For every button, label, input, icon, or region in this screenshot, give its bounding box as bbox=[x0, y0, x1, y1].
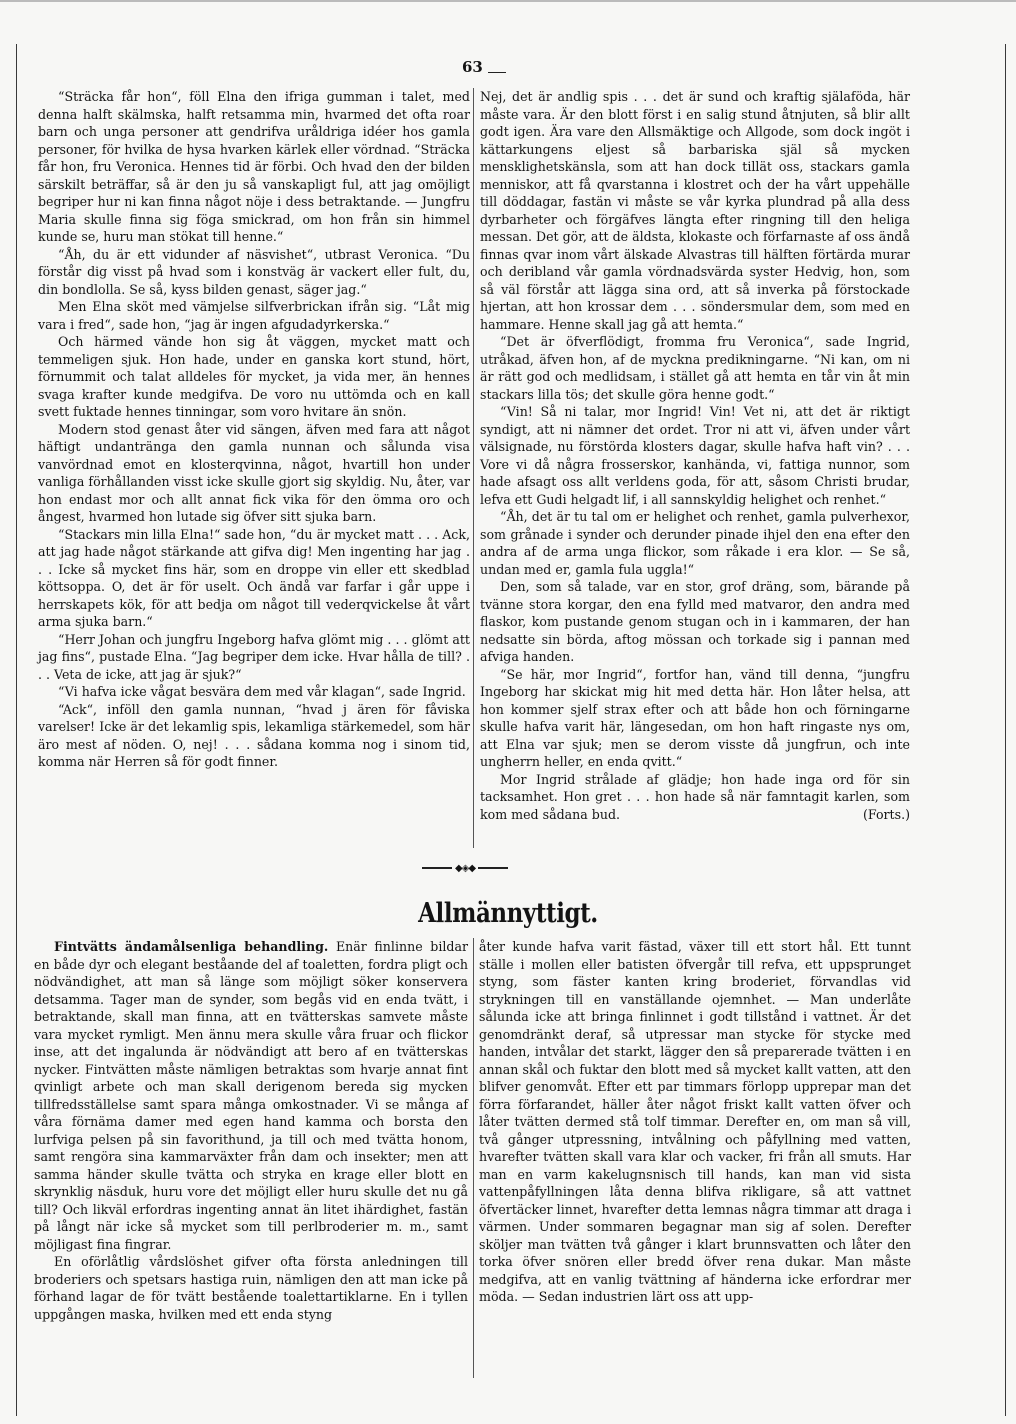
story-paragraph: “Vi hafva icke vågat besvära dem med vår klagan“, sade Ingrid. bbox=[58, 684, 466, 699]
story-paragraph: “Åh, det är tu tal om er helighet och renhet, gamla pulverhexor, som grånade i synder och derunder pinade ihjel den ena efter den andra af de arma unga flickor, som råkade i era klor. — Se så, undan med er, gamla fula uggla!“ bbox=[480, 509, 910, 577]
misc-paragraph bbox=[34, 938, 468, 1253]
story-left-column bbox=[38, 88, 470, 771]
story-paragraph: “Det är öfverflödigt, fromma fru Veronica“, sade Ingrid, utråkad, äfven hon, af de myckna predikningarne. “Ni kan, om ni är rätt god och medlidsam, i stället gå att hemta en tår vin åt min stackars lilla tös; det skulle göra henne godt.“ bbox=[480, 334, 910, 402]
page-number-dash bbox=[488, 72, 506, 73]
story-paragraph: Den, som så talade, var en stor, grof dräng, som, bärande på tvänne stora korgar, den ena fylld med matvaror, den andra med flaskor, kom pustande genom stugan och in i kammaren, der han nedsatte sin börda, aftog mössan och torkade sig i pannan med afviga handen. bbox=[480, 579, 910, 664]
misc-paragraph: åter kunde hafva varit fästad, växer till ett stort hål. Ett tunnt ställe i mollen eller batisten öfvergår till refva, ett uppsprunget styng, som fäster kanten kring broderiet, förvandlas vid strykningen till en vanställande ojemnhet. — Man underlåte sålunda icke att bringa finlinnet i godt tillstånd i vattnet. Är det genomdränkt deraf, så utpressar man stycke för stycke med handen, intvålar det starkt, lägger den så preparerade tvätten i en annan skål och fuktar den blott med så mycket kallt vatten, att den blifver genomvåt. Efter ett par timmars förlopp upprepar man det förra förfarandet, häller åter något friskt kallt vatten öfver och låter tvätten dermed stå tolf timmar. Derefter en, om man så vill, två gånger utpressning, intvålning och påfyllning med vatten, hvarefter tvätten skall vara klar och vacker, fri från all smuts. Har man en varm kakelugnsnisch till hands, kan man vid sista vattenpåfyllningen låta denna blifva rikligare, så att vattnet öfvertäcker linnet, hvarefter detta lemnas några timmar att draga i värmen. Under sommaren begagnar man sig af solen. Derefter sköljer man tvätten två gånger i klart brunnsvatten och låter den torka öfver snören eller bredd öfver rena dukar. Man måste medgifva, att en vanlig tvättning af händerna icke erfordrar mer möda. — Sedan industrien lärt oss att upp- bbox=[479, 939, 911, 1304]
story-right-column bbox=[480, 88, 910, 823]
story-column-rule bbox=[473, 88, 474, 848]
story-paragraph: Modern stod genast åter vid sängen, äfven med fara att något häftigt undantränga den gamla nunnan och sålunda visa vanvördnad emot en klosterqvinna, något, hvartill hon under vanliga förhållanden visst icke skulle gjort sig skyldig. Nu, åter, var hon endast mor och allt annat fick vika för den ömma oro och ångest, hvarmed hon lutade sig öfver sitt sjuka barn. bbox=[38, 421, 470, 524]
section-divider-ornament bbox=[420, 862, 510, 874]
article-text: Enär finlinne bildar en både dyr och elegant beståande del af toaletten, fordra pligt och nödvändighet, att man så länge som möjligt söker konservera detsamma. Tager man de synder, som begås vid en enda tvätt, i betraktande, skall man finna, att en tvätterskas samvete måste vara mycket rymligt. Men ännu mera skulle våra fruar och flickor inse, att det ingalunda är nödvändigt att bero af en tvätterskas nycker. Fintvätten måste nämligen betraktas som hvarje annat fint qvinligt arbete och man skall derigenom bereda sig mycken tillfredsställelse samt spara många omkostnader. Vi se många af våra förnäma damer med egen hand kamma och borsta den lurfviga pelsen på sin favorithund, ja till och med tvätta honom, samt rengöra sina kammarväxter från dam och insekter; men att samma händer skulle tvätta och stryka en krage eller blott en skrynklig näsduk, huru vore det möjligt eller huru skulle det nu gå till? Och likväl erfordras ingenting annat än litet ihärdighet, fastän på långt när icke så mycket som till perlbroderier m. m., samt möjligast fina fingrar. bbox=[34, 939, 468, 1252]
story-paragraph: Och härmed vände hon sig åt väggen, mycket matt och temmeligen sjuk. Hon hade, under en ganska kort stund, hört, förnummit och talat alldeles för mycket, ja vida mer, än hennes svaga krafter kunde medgifva. De voro nu uttömda och en kall svett fuktade hennes tinningar, som voro hvitare än snön. bbox=[38, 334, 470, 419]
misc-column-rule bbox=[473, 938, 474, 1378]
section-title: Allmännyttigt. bbox=[418, 898, 598, 929]
ornament-line-right bbox=[478, 867, 508, 869]
misc-right-column bbox=[479, 938, 911, 1306]
ornament-line-left bbox=[422, 867, 452, 869]
continued-note: (Forts.) bbox=[862, 806, 910, 822]
story-paragraph: Nej, det är andlig spis . . . det är sund och kraftig själaföda, här måste vara. Är den blott först i en salig stund åtnjuten, så blir allt godt igen. Ära vare den Allsmäktige och Allgode, som dock ingöt i kättarkungens eljest så barbariska själ så mycken mensklighetskänsla, som att han dock tillät oss, stackars gamla menniskor, att få qvarstanna i klostret och der ha vårt uppehälle till döddagar, fastän vi måste se vår kyrka plundrad på alla dess dyrbarheter och förgäfves längta efter ringning till den heliga messan. Det gör, att de äldsta, klokaste och förfarnaste af oss ändå finnas qvar inom vårt älskade Alvastras till hälften förtärda murar och deribland vår gamla vördnadsvärda syster Hedvig, hon, som så väl förstår att lägga sina ord, att så inverka på förstockade hjertan, att hon krossar dem . . . söndersmular dem, som med en hammare. Henne skall jag gå att hemta.“ bbox=[480, 89, 910, 332]
ornament-mark: ◆◈◆ bbox=[454, 862, 476, 874]
story-paragraph: “Herr Johan och jungfru Ingeborg hafva glömt mig . . . glömt att jag fins“, pustade Elna. “Jag begriper dem icke. Hvar hålla de till? . . . Veta de icke, att jag är sjuk?“ bbox=[38, 631, 470, 682]
story-paragraph: “Stackars min lilla Elna!“ sade hon, “du är mycket matt . . . Ack, att jag hade något stärkande att gifva dig! Men ingenting har jag . . . Icke så mycket fins här, som en droppe vin eller ett skedblad köttsoppa. O, det är för uselt. Och ändå var farfar i går uppe i herrskapets kök, för att bedja om något till vederqvickelse åt vårt arma sjuka barn.“ bbox=[38, 526, 470, 629]
article-lead: Fintvätts ändamålsenliga behandling. bbox=[54, 939, 329, 954]
story-paragraph: “Vin! Så ni talar, mor Ingrid! Vin! Vet ni, att det är riktigt syndigt, att ni nämner det ordet. Tror ni att vi, äfven under vårt välsignade, nu förstörda klosters dagar, skulle hafva haft vin? . . . Vore vi då några frosserskor, kanhända, vi, fattiga nunnor, som hade afsagt oss allt verldens goda, för att, såsom Christi brudar, lefva ett Gudi helgadt lif, i all sannskyldig helighet och renhet.“ bbox=[480, 404, 910, 507]
page-header bbox=[0, 58, 1016, 84]
page-top-edge bbox=[0, 0, 1016, 2]
story-last-paragraph: Mor Ingrid strålade af glädje; hon hade inga ord för sin tacksamhet. Hon gret . . . hon hade så när famntagit karlen, som kom med sådana bud. bbox=[480, 771, 910, 822]
story-paragraph bbox=[480, 771, 910, 824]
page-number: 63 bbox=[462, 58, 483, 76]
story-paragraph: “Sträcka får hon“, föll Elna den ifriga gumman i talet, med denna halft skälmska, halft retsamma min, hvarmed det ofta roar barn och unga personer att gendrifva uråldriga idéer hos gamla personer, för hvilka de hysa hvarken kärlek eller vördnad. “Sträcka får hon, fru Veronica. Hennes tid är förbi. Och hvad den der bilden särskilt beträffar, så är den ju så vanskapligt ful, att jag omöjligt begriper hur ni kan finna något nöje i dess betraktande. — Jungfru Maria skulle finna sig föga smickrad, om hon från sin himmel kunde se, huru man stökat till henne.“ bbox=[38, 89, 470, 244]
story-paragraph: “Se här, mor Ingrid“, fortfor han, vänd till denna, “jungfru Ingeborg har skickat mig hit med detta här. Hon låter helsa, att hon kommer sjelf strax efter och att både hon och förningarne skulle hafva varit här, längesedan, om hon haft ringaste nys om, att Elna var sjuk; men se derom visste då jungfrun, och inte ungherrn heller, en enda qvitt.“ bbox=[480, 666, 910, 769]
story-paragraph: “Ack“, inföll den gamla nunnan, “hvad j ären för fåviska varelser! Icke är det lekamlig spis, lekamliga stärkemedel, som här äro mest af nöden. O, nej! . . . sådana komma nog i sinom tid, komma när Herren så för godt finner. bbox=[38, 701, 470, 769]
story-paragraph: Men Elna sköt med vämjelse silfverbrickan ifrån sig. “Låt mig vara i fred“, sade hon, “jag är ingen afgudadyrkerska.“ bbox=[38, 299, 470, 332]
misc-paragraph: En oförlåtlig vårdslöshet gifver ofta första anledningen till broderiers och spetsars hastiga ruin, nämligen den att man icke på förhand lagar de för tvätt bestående toalettartiklarne. En i tyllen uppgången maska, hvilken med ett enda styng bbox=[34, 1254, 468, 1322]
story-paragraph: “Åh, du är ett vidunder af näsvishet“, utbrast Veronica. “Du förstår dig visst på hvad som i konstväg är vackert eller fult, du, din bondlolla. Se så, kyss bilden genast, säger jag.“ bbox=[38, 246, 470, 297]
misc-left-column bbox=[34, 938, 468, 1323]
